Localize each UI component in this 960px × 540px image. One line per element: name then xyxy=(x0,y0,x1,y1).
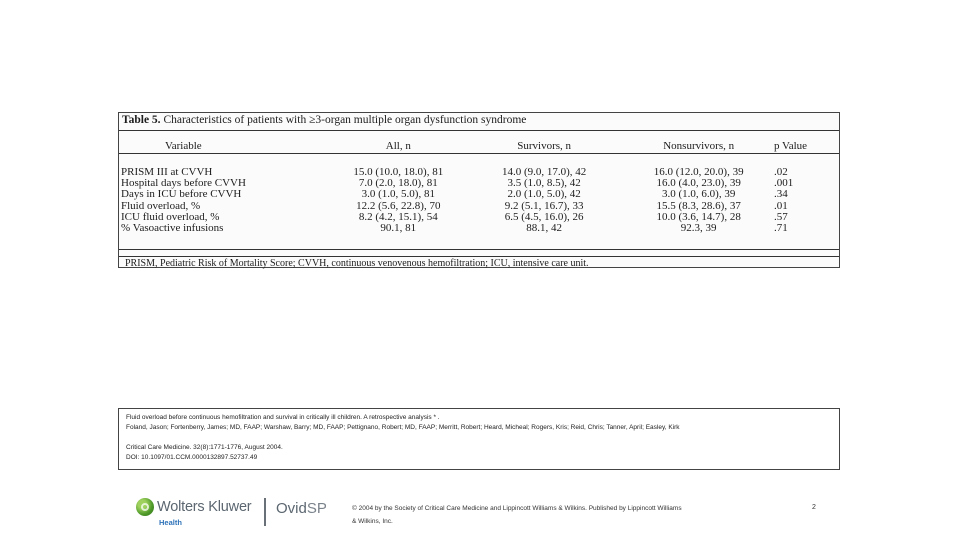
table-cell: 15.5 (8.3, 28.6), 37 xyxy=(656,199,741,212)
column-header: Variable xyxy=(165,139,202,152)
citation-doi: DOI: 10.1097/01.CCM.0000132897.52737.49 xyxy=(126,454,258,461)
citation-journal: Critical Care Medicine. 32(8):1771-1776, August 2004. xyxy=(126,444,283,451)
data-table xyxy=(119,137,839,234)
citation-box xyxy=(118,408,840,470)
table-title-label: Table 5. xyxy=(122,114,161,126)
column-header: Nonsurvivors, n xyxy=(663,139,735,152)
table-footnote: PRISM, Pediatric Risk of Mortality Score; CVVH, continuous venovenous hemofiltration; ICU, intensive care unit. xyxy=(125,258,589,269)
body-bottom-rule xyxy=(119,249,839,250)
globe-icon xyxy=(136,498,154,516)
page-number: 2 xyxy=(812,504,816,511)
table-cell: 92.3, 39 xyxy=(680,222,717,235)
table-image xyxy=(118,112,840,268)
table-cell: 16.0 (4.0, 23.0), 39 xyxy=(656,177,741,190)
wolters-kluwer-logo xyxy=(136,498,256,530)
ovid-sp-wordmark: SP xyxy=(306,500,327,517)
table-cell: 15.0 (10.0, 18.0), 81 xyxy=(353,166,444,178)
table-cell: 12.2 (5.6, 22.8), 70 xyxy=(356,199,441,212)
table-cell: ICU fluid overload, % xyxy=(121,210,220,223)
table-row xyxy=(119,189,839,200)
table-title-text: Characteristics of patients with ≥3-organ multiple organ dysfunction syndrome xyxy=(163,114,527,126)
table-cell: 10.0 (3.6, 14.7), 28 xyxy=(656,210,741,223)
table-cell: 3.5 (1.0, 8.5), 42 xyxy=(507,177,581,190)
table-row xyxy=(119,223,839,234)
citation-authors: Foland, Jason; Fortenberry, James; MD, FAAP; Warshaw, Barry; MD, FAAP; Pettignano, Robert; MD, FAAP; Merritt, Robert; Heard, Micheal; Rogers, Kris; Reid, Chris; Tanner, April; Easley, Kirk xyxy=(126,424,680,431)
table-cell: 88.1, 42 xyxy=(526,222,563,235)
column-header: p Value xyxy=(773,139,808,152)
table-cell: Days in ICU before CVVH xyxy=(121,188,242,201)
ovidsp-logo xyxy=(276,500,327,517)
brand-sub: Health xyxy=(159,518,182,527)
table-cell: PRISM III at CVVH xyxy=(121,166,213,178)
slide-footer xyxy=(0,490,960,540)
table-cell: 90.1, 81 xyxy=(380,222,417,235)
table-cell: Fluid overload, % xyxy=(121,199,201,212)
table-row xyxy=(119,212,839,223)
table-cell: .71 xyxy=(773,222,788,235)
table-cell: 7.0 (2.0, 18.0), 81 xyxy=(358,177,438,190)
copyright-line: © 2004 by the Society of Critical Care Medicine and Lippincott Williams & Wilkins. Published by Lippincott Williams xyxy=(352,505,682,512)
table-row xyxy=(119,154,839,178)
footnote-top-rule xyxy=(119,256,839,257)
table-cell: 3.0 (1.0, 5.0), 81 xyxy=(361,188,435,201)
table-cell: 2.0 (1.0, 5.0), 42 xyxy=(507,188,581,201)
table-cell: % Vasoactive infusions xyxy=(121,222,224,235)
logo-divider xyxy=(264,498,266,526)
ovid-wordmark: Ovid xyxy=(276,500,307,517)
column-header: All, n xyxy=(385,139,411,152)
column-header: Survivors, n xyxy=(517,139,572,152)
brand-name: Wolters Kluwer xyxy=(157,499,252,515)
header-row xyxy=(119,137,839,154)
table-cell: 8.2 (4.2, 15.1), 54 xyxy=(358,210,438,223)
table-title xyxy=(122,114,526,126)
table-cell: .57 xyxy=(773,210,788,223)
table-cell: 14.0 (9.0, 17.0), 42 xyxy=(501,166,587,178)
table-cell: 6.5 (4.5, 16.0), 26 xyxy=(504,210,584,223)
table-cell: .01 xyxy=(773,199,788,212)
table-cell: 3.0 (1.0, 6.0), 39 xyxy=(662,188,736,201)
table-cell: 9.2 (5.1, 16.7), 33 xyxy=(504,199,584,212)
citation-spacer xyxy=(126,433,832,443)
table-cell: .001 xyxy=(773,177,794,190)
table-cell: .02 xyxy=(773,166,788,178)
copyright-notice xyxy=(352,502,782,528)
table-cell: Hospital days before CVVH xyxy=(121,177,246,190)
table-cell: 16.0 (12.0, 20.0), 39 xyxy=(653,166,744,178)
citation-article-title: Fluid overload before continuous hemofiltration and survival in critically ill children. A retrospective analysis * . xyxy=(126,414,440,421)
header-top-rule xyxy=(119,130,839,131)
copyright-line: & Wilkins, Inc. xyxy=(352,518,393,525)
table-cell: .34 xyxy=(773,188,788,201)
